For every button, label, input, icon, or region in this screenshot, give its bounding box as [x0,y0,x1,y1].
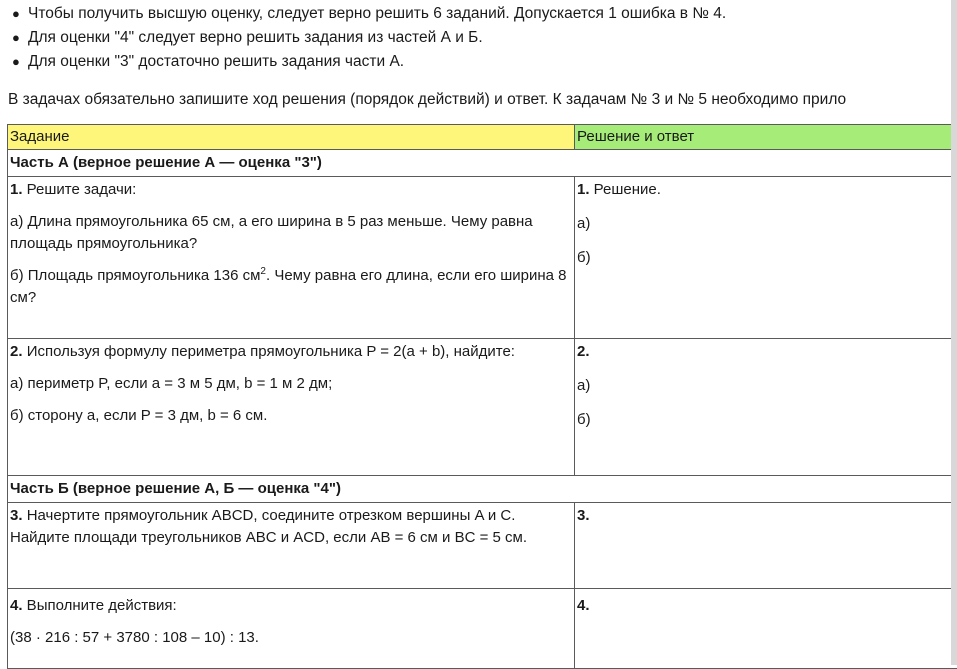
task-2b-text: б) сторону a, если P = 3 дм, b = 6 см. [10,405,572,427]
solution-2-cell[interactable]: 2. а) б) [575,339,957,476]
header-task: Задание [8,125,575,150]
bullet-icon: ● [12,26,28,50]
task-4-cell: 4. Выполните действия: (38 · 216 : 57 + 3780 : 108 – 10) : 13. [8,589,575,669]
solution-3-cell[interactable]: 3. [575,503,957,589]
task-1-cell [8,177,575,339]
task-3-text: Начертите прямоугольник ABCD, соедините отрезком вершины A и C. Найдите площади треугольников ABC и ACD, если AB = 6 см и BC = 5 см. [10,507,527,546]
assignment-table [7,124,957,669]
task-4-expression: (38 · 216 : 57 + 3780 : 108 – 10) : 13. [10,627,572,649]
section-row [8,476,957,503]
task-title: Решите задачи: [23,181,137,198]
table-row [8,589,957,669]
task-1b-text: б) Площадь прямоугольника 136 $см^2$. Чему равна его длина, если его ширина 8 см? [10,265,572,309]
requirements-list [8,2,957,74]
bullet-icon: ● [12,50,28,74]
task-2a-text: а) периметр P, если a = 3 м 5 дм, b = 1 м 2 дм; [10,373,572,395]
solution-1-cell[interactable]: 1. Решение. а) б) [575,177,957,339]
table-row [8,177,957,339]
section-row [8,150,957,177]
instructions-text: В задачах обязательно запишите ход решения (порядок действий) и ответ. К задачам № 3 и № 5 необходимо прило [8,90,957,110]
window-edge [951,0,957,665]
bullet-icon: ● [12,2,28,26]
table-header-row [8,125,957,150]
table-row [8,503,957,589]
task-2-text: Используя формулу периметра прямоугольника P = 2(a + b), найдите: [27,343,515,360]
part-b-title: Часть Б (верное решение А, Б — оценка "4") [8,476,957,503]
task-2-cell: 2. Используя формулу периметра прямоугольника P = 2(a + b), найдите: а) периметр P, если a = 3 м 5 дм, b = 1 м 2 дм; б) сторону a, если P = 3 дм, b = 6 см. [8,339,575,476]
task-number: 1. [10,181,23,198]
list-item: ● Для оценки "4" следует верно решить задания из частей А и Б. [8,26,957,50]
task-1a-text: а) Длина прямоугольника 65 см, а его ширина в 5 раз меньше. Чему равна площадь прямоугольника? [10,211,572,255]
table-row [8,339,957,476]
part-a-title: Часть А (верное решение А — оценка "3") [8,150,957,177]
list-item: ● Для оценки "3" достаточно решить задания части А. [8,50,957,74]
list-item: ● Чтобы получить высшую оценку, следует верно решить 6 заданий. Допускается 1 ошибка в № 4. [8,2,957,26]
task-3-cell: 3. Начертите прямоугольник ABCD, соедините отрезком вершины A и C. Найдите площади треугольников ABC и ACD, если AB = 6 см и BC = 5 см. [8,503,575,589]
header-solution: Решение и ответ [575,125,957,150]
solution-4-cell[interactable]: 4. [575,589,957,669]
